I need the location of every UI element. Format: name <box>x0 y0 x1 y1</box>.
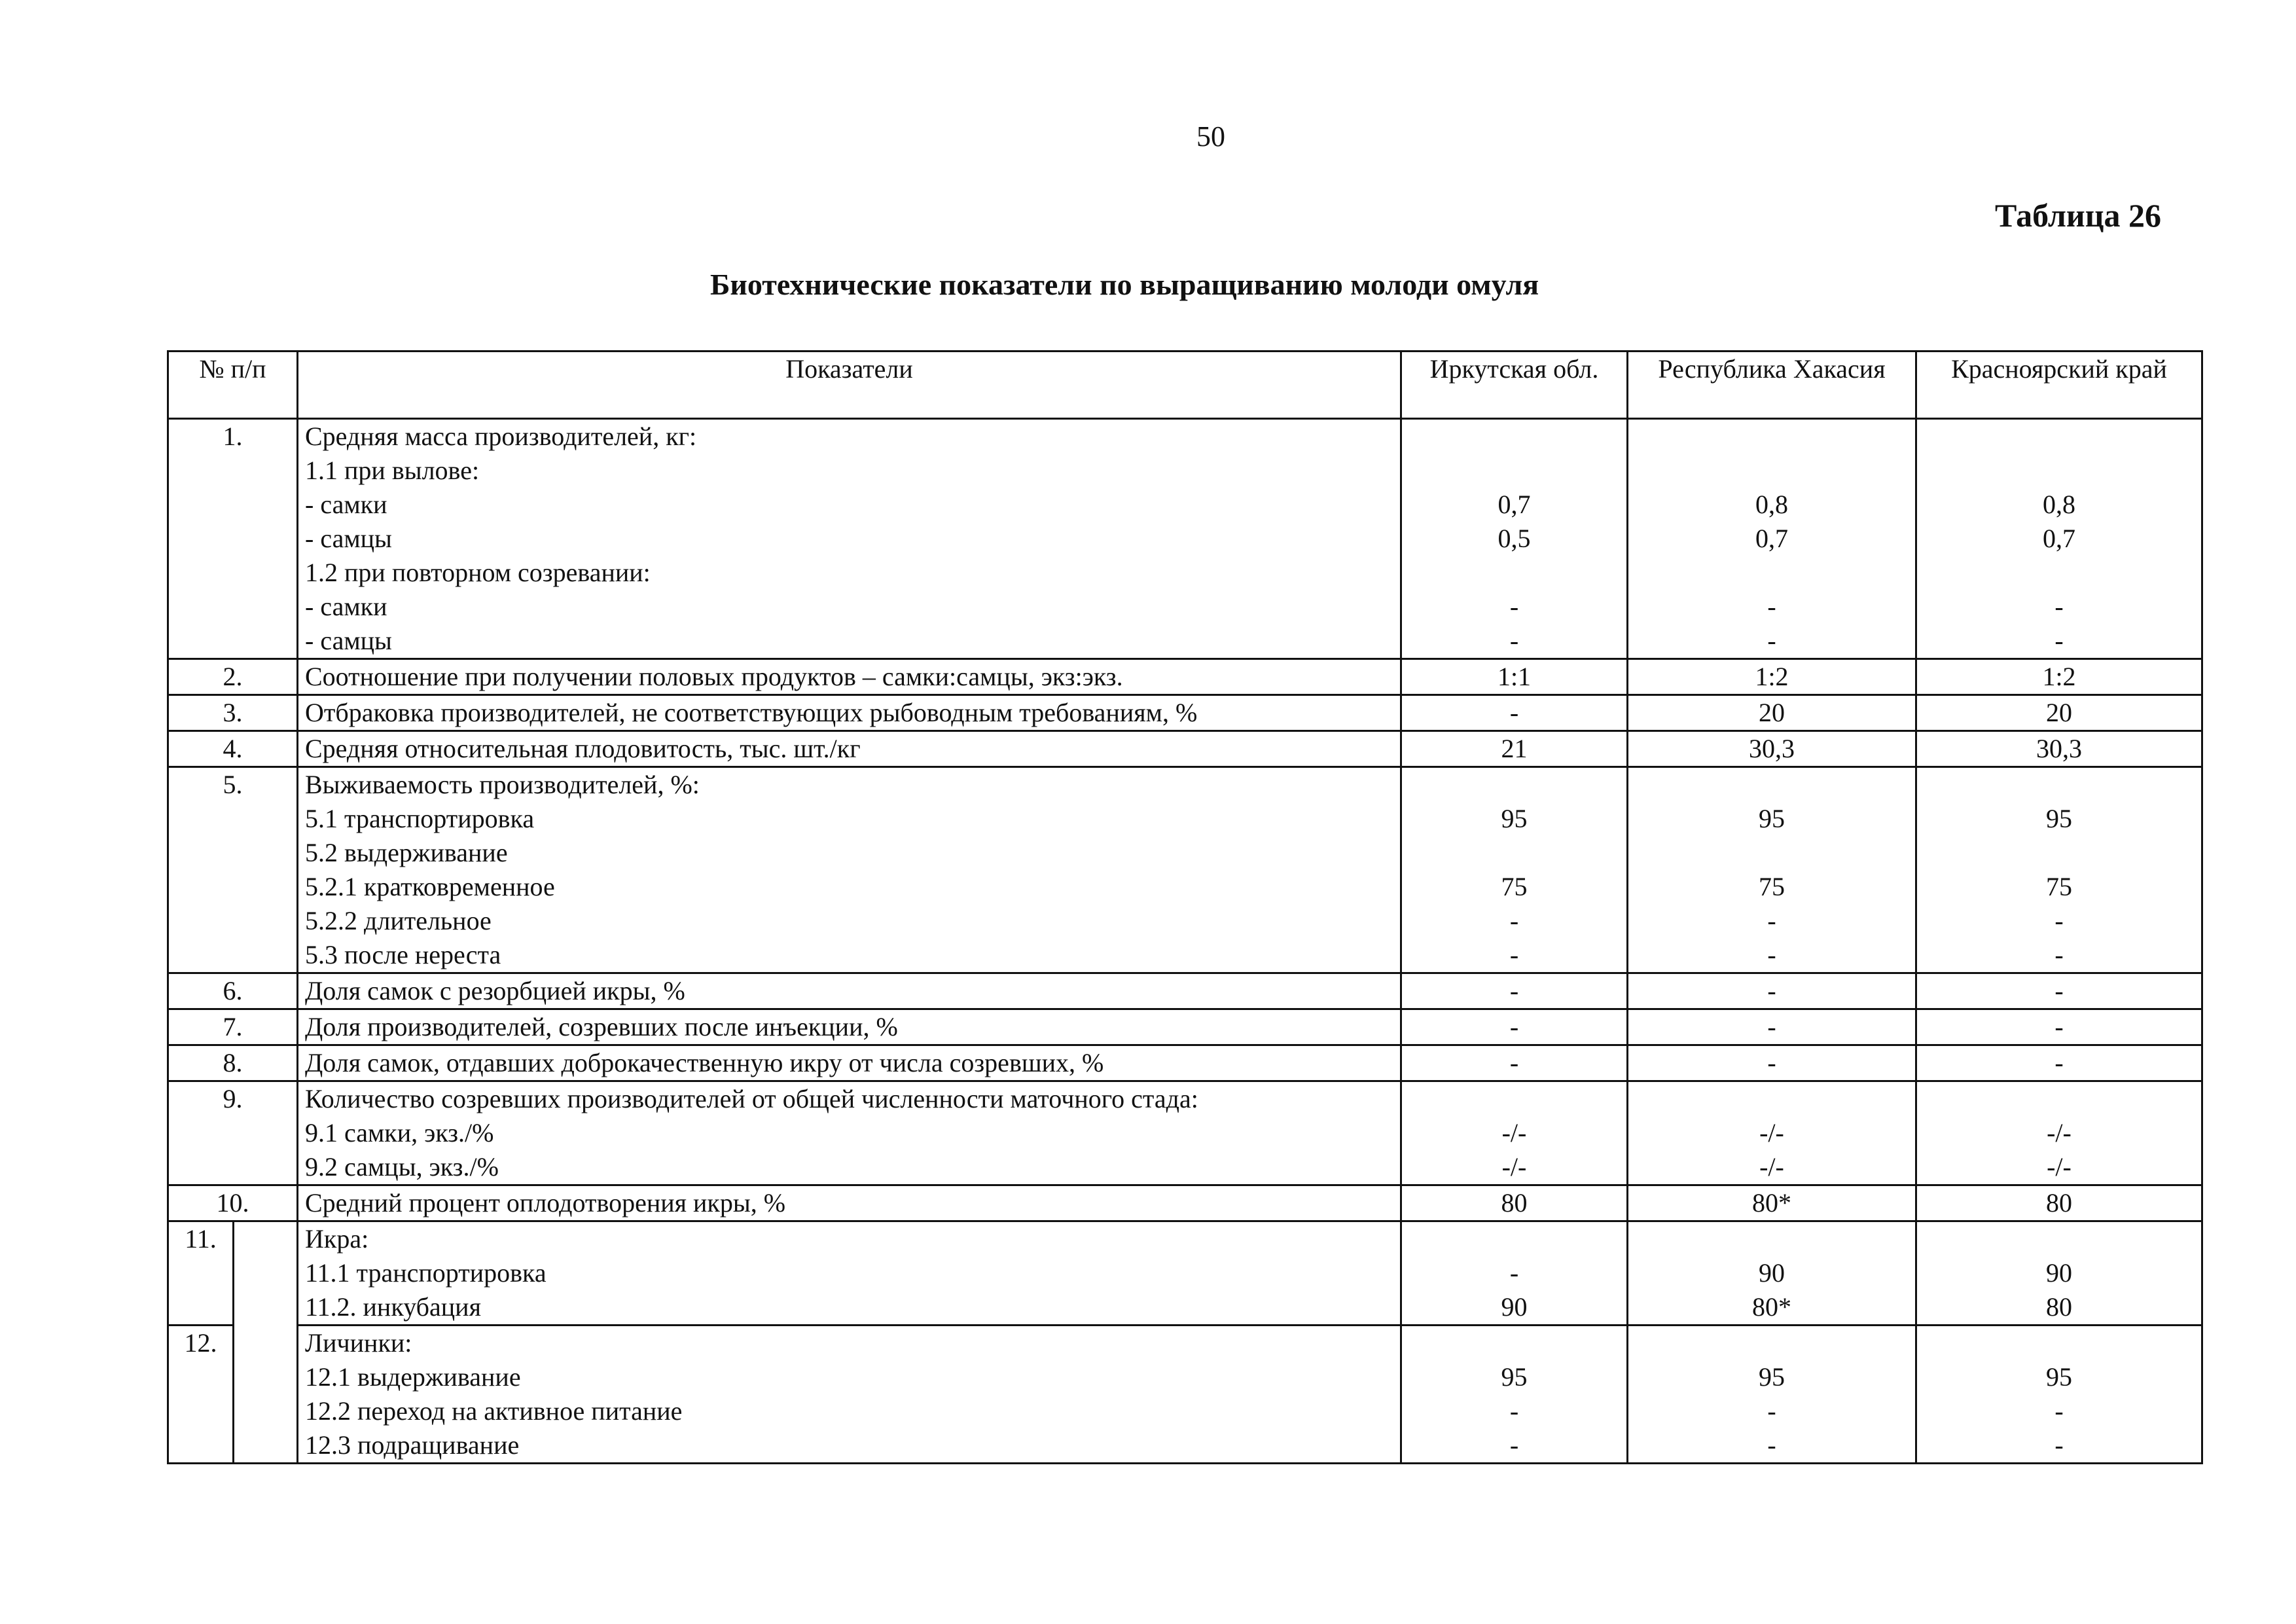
khakassia-value <box>1628 1045 1916 1081</box>
krasnoyarsk-value <box>1916 767 2202 973</box>
cell-line: 1.2 при повторном созревании: <box>305 558 651 587</box>
cell-line: 90 <box>1759 1258 1785 1288</box>
cell-line <box>1635 768 1909 802</box>
cell-line: 5.2.2 длительное <box>305 906 492 935</box>
khakassia-value <box>1628 767 1916 973</box>
cell-line: - <box>1767 906 1776 935</box>
table-row <box>168 659 2202 695</box>
cell-line: 30,3 <box>1749 734 1795 763</box>
cell-line: - <box>2054 592 2064 621</box>
cell-line: - <box>2054 1430 2064 1460</box>
cell-line: - <box>1767 1430 1776 1460</box>
cell-line: 21 <box>1501 734 1528 763</box>
cell-line: Икра: <box>305 1224 369 1254</box>
cell-line: 80* <box>1752 1188 1791 1218</box>
krasnoyarsk-value <box>1916 1009 2202 1045</box>
header-row <box>168 352 2202 419</box>
page-number: 50 <box>1196 120 1225 153</box>
khakassia-value <box>1628 419 1916 659</box>
indicator-cell <box>298 1009 1401 1045</box>
cell-line <box>1924 768 2195 802</box>
krasnoyarsk-value <box>1916 1045 2202 1081</box>
irkutsk-value <box>1401 1081 1628 1185</box>
cell-line: 9.1 самки, экз./% <box>305 1118 494 1147</box>
cell-line: Средний процент оплодотворения икры, % <box>305 1188 786 1218</box>
cell-line <box>1635 1326 1909 1360</box>
table-row <box>168 1185 2202 1221</box>
row-number: 12. <box>168 1326 234 1464</box>
cell-line: Доля самок с резорбцией икры, % <box>305 976 685 1005</box>
row-number: 2. <box>168 659 298 695</box>
irkutsk-value <box>1401 659 1628 695</box>
cell-line: 0,5 <box>1498 524 1531 553</box>
row-number: 9. <box>168 1081 298 1185</box>
cell-line <box>1924 454 2195 488</box>
cell-line: Доля самок, отдавших доброкачественную икру от числа созревших, % <box>305 1048 1104 1077</box>
krasnoyarsk-value <box>1916 973 2202 1009</box>
cell-line: - <box>2054 906 2064 935</box>
cell-line: 12.3 подращивание <box>305 1430 520 1460</box>
row-number: 11. <box>168 1221 234 1326</box>
cell-line: - <box>1509 1048 1519 1077</box>
cell-line: 95 <box>1501 1362 1528 1392</box>
cell-line: - <box>1509 1396 1519 1426</box>
krasnoyarsk-value <box>1916 695 2202 731</box>
irkutsk-value <box>1401 1326 1628 1464</box>
cell-line: - <box>1509 906 1519 935</box>
cell-line: 75 <box>2046 872 2072 901</box>
cell-line: -/- <box>1501 1152 1527 1182</box>
cell-line: 0,8 <box>1755 490 1788 519</box>
cell-line: 5.1 транспортировка <box>305 804 535 833</box>
cell-line: 9.2 самцы, экз./% <box>305 1152 499 1182</box>
cell-line: 80 <box>2046 1188 2072 1218</box>
cell-line: - <box>1509 1012 1519 1041</box>
cell-line: - <box>1767 940 1776 969</box>
table-row <box>168 1326 2202 1464</box>
krasnoyarsk-value <box>1916 731 2202 767</box>
irkutsk-value <box>1401 419 1628 659</box>
header-khakassia: Республика Хакасия <box>1628 352 1916 419</box>
cell-line: -/- <box>1759 1118 1784 1147</box>
cell-line: -/- <box>2047 1118 2072 1147</box>
cell-line <box>1635 1082 1909 1116</box>
cell-line <box>1408 836 1620 870</box>
cell-line: Соотношение при получении половых продуктов – самки:самцы, экз:экз. <box>305 662 1123 691</box>
cell-line: - самки <box>305 592 387 621</box>
khakassia-value <box>1628 973 1916 1009</box>
cell-line: - <box>1767 626 1776 655</box>
cell-line: -/- <box>2047 1152 2072 1182</box>
khakassia-value <box>1628 1221 1916 1326</box>
cell-line: 80* <box>1752 1292 1791 1322</box>
cell-line <box>1408 768 1620 802</box>
cell-line: - <box>1509 698 1519 727</box>
cell-line: - <box>2054 626 2064 655</box>
cell-line: 95 <box>2046 1362 2072 1392</box>
cell-line: 5.2 выдерживание <box>305 838 508 867</box>
table-row <box>168 767 2202 973</box>
cell-line <box>1408 1082 1620 1116</box>
krasnoyarsk-value <box>1916 1185 2202 1221</box>
cell-line: 11.1 транспортировка <box>305 1258 547 1288</box>
cell-line: - <box>1767 1048 1776 1077</box>
irkutsk-value <box>1401 695 1628 731</box>
indicators-table <box>167 350 2203 1464</box>
irkutsk-value <box>1401 1221 1628 1326</box>
cell-line: - <box>1767 976 1776 1005</box>
cell-line <box>1635 1222 1909 1256</box>
cell-line: 90 <box>1501 1292 1528 1322</box>
krasnoyarsk-value <box>1916 1221 2202 1326</box>
header-krasnoyarsk: Красноярский край <box>1916 352 2202 419</box>
cell-line: 95 <box>1759 804 1785 833</box>
header-indicator: Показатели <box>298 352 1401 419</box>
cell-line: 90 <box>2046 1258 2072 1288</box>
khakassia-value <box>1628 1326 1916 1464</box>
cell-line: - самцы <box>305 626 392 655</box>
khakassia-value <box>1628 731 1916 767</box>
cell-line: - <box>2054 1396 2064 1426</box>
row-number: 5. <box>168 767 298 973</box>
cell-line: - <box>1767 1396 1776 1426</box>
cell-line: 30,3 <box>2036 734 2082 763</box>
krasnoyarsk-value <box>1916 419 2202 659</box>
cell-line <box>1924 1326 2195 1360</box>
cell-line: - <box>1509 592 1519 621</box>
cell-line: 80 <box>1501 1188 1528 1218</box>
indicator-cell <box>298 731 1401 767</box>
cell-line <box>1635 556 1909 590</box>
row-number: 4. <box>168 731 298 767</box>
krasnoyarsk-value <box>1916 1326 2202 1464</box>
table-row <box>168 419 2202 659</box>
cell-line: - <box>1509 1258 1519 1288</box>
cell-line: 75 <box>1501 872 1528 901</box>
table-row <box>168 695 2202 731</box>
cell-line: 20 <box>1759 698 1785 727</box>
cell-line: - <box>2054 1048 2064 1077</box>
cell-line: - <box>1509 1430 1519 1460</box>
cell-line: 75 <box>1759 872 1785 901</box>
indicator-cell <box>298 767 1401 973</box>
indicator-cell <box>298 695 1401 731</box>
cell-line: 0,7 <box>1498 490 1531 519</box>
cell-line: - <box>2054 1012 2064 1041</box>
cell-line: 0,8 <box>2043 490 2075 519</box>
cell-line: 11.2. инкубация <box>305 1292 481 1322</box>
cell-line: 95 <box>2046 804 2072 833</box>
khakassia-value <box>1628 1185 1916 1221</box>
table-row <box>168 731 2202 767</box>
cell-line: Средняя масса производителей, кг: <box>305 422 697 451</box>
cell-line: 20 <box>2046 698 2072 727</box>
irkutsk-value <box>1401 767 1628 973</box>
irkutsk-value <box>1401 973 1628 1009</box>
indicator-cell <box>298 1221 1401 1326</box>
table-row <box>168 1221 2202 1326</box>
table-row <box>168 1081 2202 1185</box>
khakassia-value <box>1628 695 1916 731</box>
row-number: 8. <box>168 1045 298 1081</box>
table-label: Таблица 26 <box>1994 197 2161 234</box>
khakassia-value <box>1628 1081 1916 1185</box>
indicator-cell <box>298 419 1401 659</box>
krasnoyarsk-value <box>1916 1081 2202 1185</box>
cell-line: Доля производителей, созревших после инъекции, % <box>305 1012 898 1041</box>
cell-line <box>1408 1326 1620 1360</box>
table-row <box>168 973 2202 1009</box>
survival-group-label <box>234 1221 298 1464</box>
indicator-cell <box>298 1185 1401 1221</box>
cell-line <box>1408 1222 1620 1256</box>
cell-line: Количество созревших производителей от общей численности маточного стада: <box>305 1084 1198 1113</box>
cell-line: Средняя относительная плодовитость, тыс. шт./кг <box>305 734 861 763</box>
cell-line: - <box>1767 1012 1776 1041</box>
khakassia-value <box>1628 1009 1916 1045</box>
cell-line <box>1635 454 1909 488</box>
cell-line: 0,7 <box>1755 524 1788 553</box>
cell-line: -/- <box>1759 1152 1784 1182</box>
indicator-cell <box>298 1081 1401 1185</box>
cell-line: 1.1 при вылове: <box>305 456 480 485</box>
irkutsk-value <box>1401 1009 1628 1045</box>
krasnoyarsk-value <box>1916 659 2202 695</box>
cell-line: 95 <box>1759 1362 1785 1392</box>
header-irkutsk: Иркутская обл. <box>1401 352 1628 419</box>
row-number: 3. <box>168 695 298 731</box>
cell-line: 95 <box>1501 804 1528 833</box>
indicator-cell <box>298 1326 1401 1464</box>
cell-line: 12.2 переход на активное питание <box>305 1396 683 1426</box>
cell-line: - <box>2054 976 2064 1005</box>
cell-line: Отбраковка производителей, не соответствующих рыбоводным требованиям, % <box>305 698 1198 727</box>
indicator-cell <box>298 659 1401 695</box>
cell-line <box>1635 420 1909 454</box>
cell-line <box>1635 836 1909 870</box>
cell-line: 5.3 после нереста <box>305 940 501 969</box>
cell-line: - самки <box>305 490 387 519</box>
row-number: 10. <box>168 1185 298 1221</box>
cell-line: 5.2.1 кратковременное <box>305 872 555 901</box>
row-number: 1. <box>168 419 298 659</box>
cell-line: 1:1 <box>1497 662 1532 691</box>
cell-line: - <box>2054 940 2064 969</box>
khakassia-value <box>1628 659 1916 695</box>
header-num: № п/п <box>168 352 298 419</box>
indicator-cell <box>298 1045 1401 1081</box>
table-row <box>168 1009 2202 1045</box>
row-number: 6. <box>168 973 298 1009</box>
cell-line <box>1924 1082 2195 1116</box>
cell-line <box>1408 420 1620 454</box>
cell-line: - <box>1509 940 1519 969</box>
cell-line: 12.1 выдерживание <box>305 1362 521 1392</box>
cell-line: - самцы <box>305 524 392 553</box>
table-row <box>168 1045 2202 1081</box>
row-number: 7. <box>168 1009 298 1045</box>
cell-line <box>1924 420 2195 454</box>
cell-line: - <box>1509 976 1519 1005</box>
indicator-cell <box>298 973 1401 1009</box>
irkutsk-value <box>1401 1185 1628 1221</box>
cell-line: 0,7 <box>2043 524 2075 553</box>
cell-line <box>1408 454 1620 488</box>
irkutsk-value <box>1401 731 1628 767</box>
document-title: Биотехнические показатели по выращиванию молоди омуля <box>710 268 1539 301</box>
cell-line: - <box>1509 626 1519 655</box>
cell-line: Выживаемость производителей, %: <box>305 770 700 799</box>
cell-line: Личинки: <box>305 1328 412 1358</box>
cell-line: 1:2 <box>2042 662 2076 691</box>
cell-line: 1:2 <box>1755 662 1789 691</box>
cell-line: -/- <box>1501 1118 1527 1147</box>
cell-line: 80 <box>2046 1292 2072 1322</box>
cell-line <box>1408 556 1620 590</box>
cell-line: - <box>1767 592 1776 621</box>
irkutsk-value <box>1401 1045 1628 1081</box>
cell-line <box>1924 556 2195 590</box>
cell-line <box>1924 836 2195 870</box>
cell-line <box>1924 1222 2195 1256</box>
